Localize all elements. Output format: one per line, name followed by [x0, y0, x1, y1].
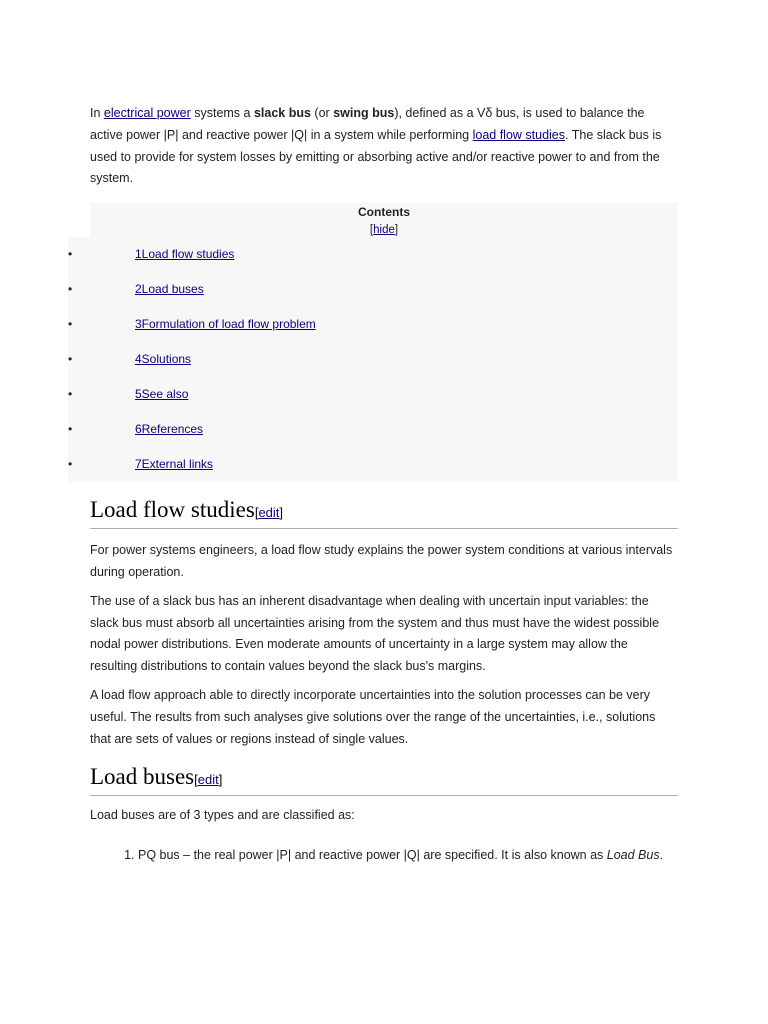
toc-item [68, 447, 678, 482]
bullet-icon: • [68, 387, 73, 402]
list-item [138, 845, 678, 867]
bracket: ] [218, 772, 223, 788]
intro-text: ), defined as a Vδ bus, is used to balance the active power |P| and reactive power |Q| in a system while performing [90, 106, 645, 142]
paragraph: Load buses are of 3 types and are classified as: [90, 808, 355, 823]
paragraph: The use of a slack bus has an inherent disadvantage when dealing with uncertain input variables: the slack bus must absorb all uncertainties arising from the system and thus must have the widest possible nodal power distributions. Even moderate amounts of uncertainty in a large system may allow the resulting distributions to contain values beyond the slack bus's margins. [90, 593, 660, 674]
list-item-text: . [659, 848, 664, 863]
intro-text: . The slack bus is used to provide for system losses by emitting or absorbing active and/or reactive power to and from the system. [90, 127, 662, 186]
bracket: [ [194, 772, 198, 788]
heading-text: Load flow studies [90, 497, 255, 523]
toc-link[interactable]: 6References [135, 422, 204, 437]
toc-item [68, 342, 678, 377]
intro-text: systems a [190, 106, 254, 120]
bullet-icon: • [68, 352, 73, 367]
intro-text: In [90, 106, 104, 120]
section-heading-load-buses [90, 763, 678, 796]
edit-link[interactable]: edit [197, 772, 219, 788]
list-item-text: PQ bus – the real power |P| and reactive power |Q| are specified. It is also known as [138, 848, 607, 863]
paragraph: For power systems engineers, a load flow study explains the power system conditions at various intervals during operation. [90, 543, 673, 579]
toc-title: Contents [358, 205, 410, 220]
bus-types-list [90, 845, 678, 867]
toc-link[interactable]: 5See also [135, 387, 189, 402]
bullet-icon: • [68, 247, 73, 262]
edit-section-control [194, 772, 222, 787]
toc-link[interactable]: 3Formulation of load flow problem [135, 317, 316, 332]
intro-paragraph [90, 103, 678, 190]
toc-container [68, 237, 678, 482]
toc-item [68, 377, 678, 412]
electrical-power-link[interactable]: electrical power [103, 106, 191, 120]
toc-header [90, 203, 678, 237]
bracket: [ [254, 505, 259, 521]
bullet-icon: • [68, 317, 73, 332]
toc-link[interactable]: 2Load buses [135, 282, 204, 297]
load-flow-studies-link[interactable]: load flow studies [472, 127, 566, 142]
toc-link[interactable]: 1Load flow studies [135, 247, 235, 262]
toc-link[interactable]: 4Solutions [135, 352, 192, 367]
bracket: ] [279, 505, 284, 521]
article-body [68, 103, 678, 867]
bullet-icon: • [68, 422, 73, 437]
edit-link[interactable]: edit [258, 505, 280, 521]
slack-bus-term: slack bus [253, 106, 311, 120]
load-bus-term: Load Bus [606, 848, 660, 863]
toc-item [68, 307, 678, 342]
intro-text: (or [310, 106, 334, 120]
heading-text: Load buses [90, 764, 195, 790]
toc-item [68, 412, 678, 447]
section-heading-load-flow-studies [90, 496, 678, 529]
swing-bus-term: swing bus [333, 106, 395, 120]
toc-hide-link[interactable]: hide [373, 224, 395, 237]
toc-item [68, 237, 678, 272]
edit-section-control [255, 505, 283, 520]
toc-item [68, 272, 678, 307]
bracket: [ [369, 224, 374, 237]
toc-link[interactable]: 7External links [135, 457, 214, 472]
paragraph: A load flow approach able to directly incorporate uncertainties into the solution processes can be very useful. The results from such analyses give solutions over the range of the uncertainties, i.e., solutions that are sets of values or regions instead of single values. [90, 687, 656, 746]
bracket: ] [394, 224, 399, 237]
bullet-icon: • [68, 282, 73, 297]
toc-list [68, 237, 678, 482]
bullet-icon: • [68, 457, 73, 472]
